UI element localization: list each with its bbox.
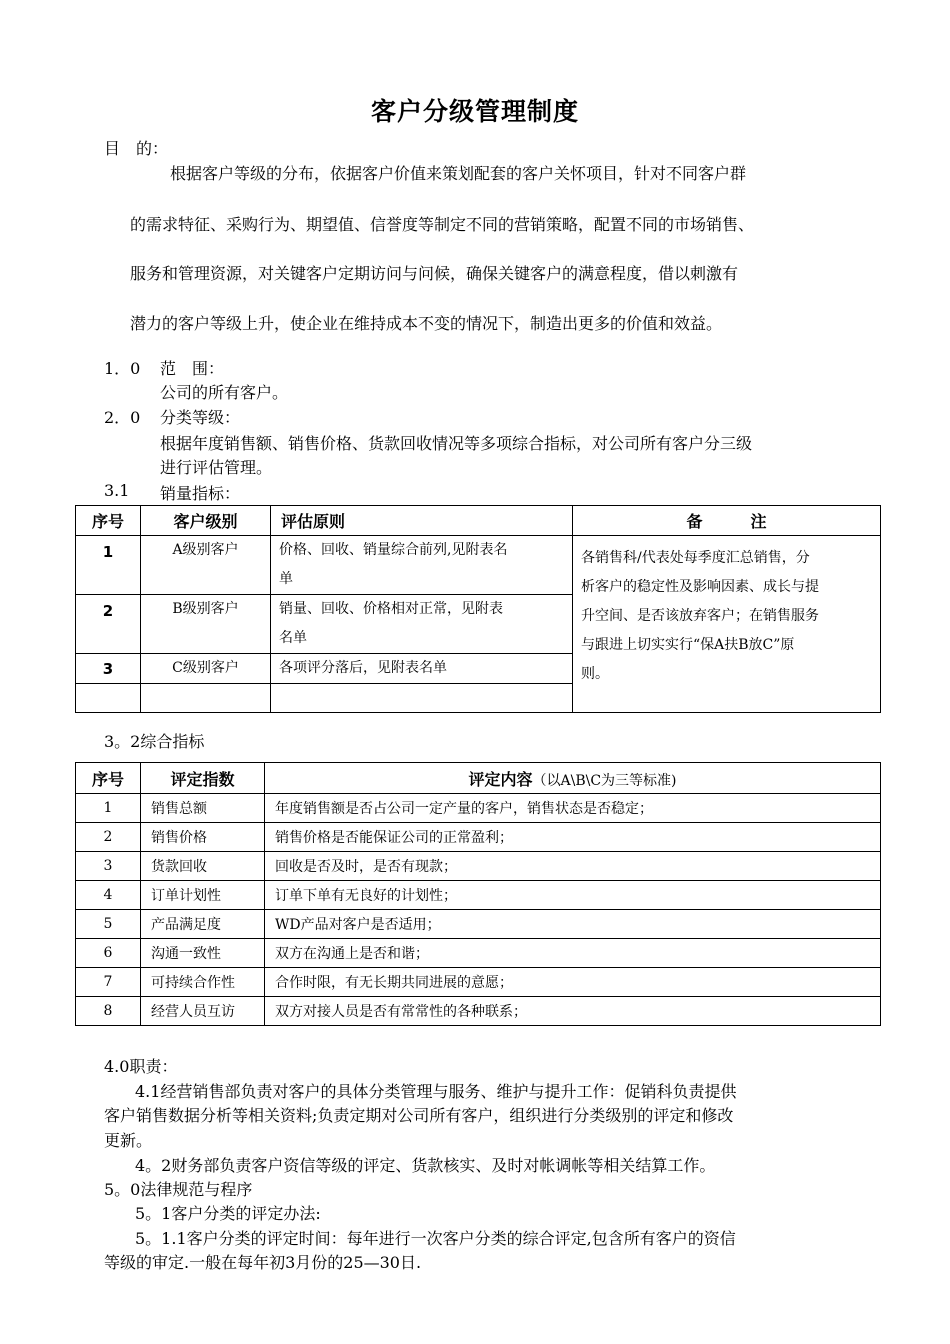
principle-line: 价格、回收、销量综合前列,见附表名 — [279, 542, 508, 558]
row-index: 经营人员互访 — [141, 997, 265, 1026]
header-principle: 评估原则 — [271, 506, 573, 536]
row-content: 销售价格是否能保证公司的正常盈利； — [265, 823, 881, 852]
row-no — [76, 684, 141, 713]
purpose-line: 潜力的客户等级上升，使企业在维持成本不变的情况下，制造出更多的价值和效益。 — [130, 314, 723, 333]
remark-line: 析客户的稳定性及影响因素、成长与提 — [581, 579, 819, 595]
row-level — [141, 684, 271, 713]
row-index: 可持续合作性 — [141, 968, 265, 997]
row-level: B级别客户 — [141, 595, 271, 654]
row-no: 1 — [76, 536, 141, 595]
law-sub: 5。1客户分类的评定办法: — [135, 1204, 321, 1223]
header-content — [265, 763, 881, 794]
sales-num: 3.1 — [104, 481, 130, 500]
law-line: 等级的审定.一般在每年初3月份的25—30日. — [104, 1253, 422, 1272]
remark-line: 则。 — [581, 666, 609, 682]
remark-line: 各销售科/代表处每季度汇总销售，分 — [581, 550, 810, 566]
remark-line: 与跟进上切实实行“保A扶B放C”原 — [581, 637, 795, 653]
header-content-label: 评定内容 — [468, 769, 533, 789]
header-remark: 备 注 — [573, 506, 881, 536]
header-level: 客户级别 — [141, 506, 271, 536]
class-label: 分类等级： — [160, 408, 241, 427]
header-content-note: （以A\B\C为三等标准) — [532, 772, 677, 789]
row-content: 双方在沟通上是否和谐； — [265, 939, 881, 968]
scope-label: 范 围： — [160, 359, 225, 378]
row-no: 7 — [76, 968, 141, 997]
row-content: WD产品对客户是否适用； — [265, 910, 881, 939]
row-no: 2 — [76, 595, 141, 654]
table-row — [76, 794, 881, 823]
table-row — [76, 910, 881, 939]
duties-line: 4.1经营销售部负责对客户的具体分类管理与服务、维护与提升工作：促销科负责提供 — [135, 1082, 737, 1101]
duties-title: 4.0职责： — [104, 1057, 178, 1076]
class-line: 根据年度销售额、销售价格、货款回收情况等多项综合指标，对公司所有客户分三级 — [160, 434, 753, 453]
remark-line: 升空间、是否该放弃客户；在销售服务 — [581, 608, 819, 624]
law-title: 5。0法律规范与程序 — [104, 1180, 253, 1199]
purpose-line: 的需求特征、采购行为、期望值、信誉度等制定不同的营销策略，配置不同的市场销售、 — [130, 215, 755, 234]
row-index: 产品满足度 — [141, 910, 265, 939]
composite-title: 3。2综合指标 — [104, 732, 205, 751]
table-row — [76, 536, 881, 595]
composite-indicator-table — [75, 762, 881, 1026]
table-row — [76, 968, 881, 997]
row-content: 双方对接人员是否有常常性的各种联系； — [265, 997, 881, 1026]
row-content: 回收是否及时，是否有现款； — [265, 852, 881, 881]
row-content: 年度销售额是否占公司一定产量的客户，销售状态是否稳定； — [265, 794, 881, 823]
principle-line: 销量、回收、价格相对正常，见附表 — [279, 601, 503, 617]
row-level: C级别客户 — [141, 654, 271, 684]
row-no: 3 — [76, 654, 141, 684]
class-num: 2．0 — [104, 408, 141, 427]
sales-label: 销量指标： — [160, 484, 241, 503]
purpose-label: 目 的： — [104, 139, 169, 158]
header-no: 序号 — [76, 506, 141, 536]
row-no: 2 — [76, 823, 141, 852]
table-row — [76, 939, 881, 968]
class-line: 进行评估管理。 — [160, 458, 273, 477]
row-no: 3 — [76, 852, 141, 881]
header-index: 评定指数 — [141, 763, 265, 794]
table-row — [76, 881, 881, 910]
row-no: 8 — [76, 997, 141, 1026]
row-no: 5 — [76, 910, 141, 939]
page-title: 客户分级管理制度 — [370, 97, 579, 126]
table-row — [76, 852, 881, 881]
duties-line: 更新。 — [104, 1131, 153, 1150]
row-principle — [271, 536, 573, 595]
scope-text: 公司的所有客户。 — [160, 383, 289, 402]
row-content: 订单下单有无良好的计划性； — [265, 881, 881, 910]
row-no: 4 — [76, 881, 141, 910]
remark-cell — [573, 536, 881, 713]
row-level: A级别客户 — [141, 536, 271, 595]
sales-indicator-table — [75, 505, 881, 713]
purpose-line: 服务和管理资源，对关键客户定期访问与问候，确保关键客户的满意程度，借以刺激有 — [130, 264, 739, 283]
row-index: 货款回收 — [141, 852, 265, 881]
law-line: 5。1.1客户分类的评定时间：每年进行一次客户分类的综合评定,包含所有客户的资信 — [135, 1229, 736, 1248]
duties-line: 客户销售数据分析等相关资料;负责定期对公司所有客户，组织进行分类级别的评定和修改 — [104, 1106, 734, 1125]
row-index: 订单计划性 — [141, 881, 265, 910]
duties-line: 4。2财务部负责客户资信等级的评定、货款核实、及时对帐调帐等相关结算工作。 — [135, 1156, 716, 1175]
row-index: 销售价格 — [141, 823, 265, 852]
row-principle: 各项评分落后，见附表名单 — [271, 654, 573, 684]
scope-num: 1．0 — [104, 359, 141, 378]
principle-line: 名单 — [279, 630, 307, 646]
row-index: 销售总额 — [141, 794, 265, 823]
row-content: 合作时限，有无长期共同进展的意愿； — [265, 968, 881, 997]
row-principle — [271, 595, 573, 654]
row-principle — [271, 684, 573, 713]
row-no: 6 — [76, 939, 141, 968]
row-index: 沟通一致性 — [141, 939, 265, 968]
purpose-line: 根据客户等级的分布，依据客户价值来策划配套的客户关怀项目，针对不同客户群 — [170, 164, 747, 183]
principle-line: 单 — [279, 571, 293, 587]
header-no: 序号 — [76, 763, 141, 794]
row-no: 1 — [76, 794, 141, 823]
table-row — [76, 997, 881, 1026]
table-row — [76, 823, 881, 852]
